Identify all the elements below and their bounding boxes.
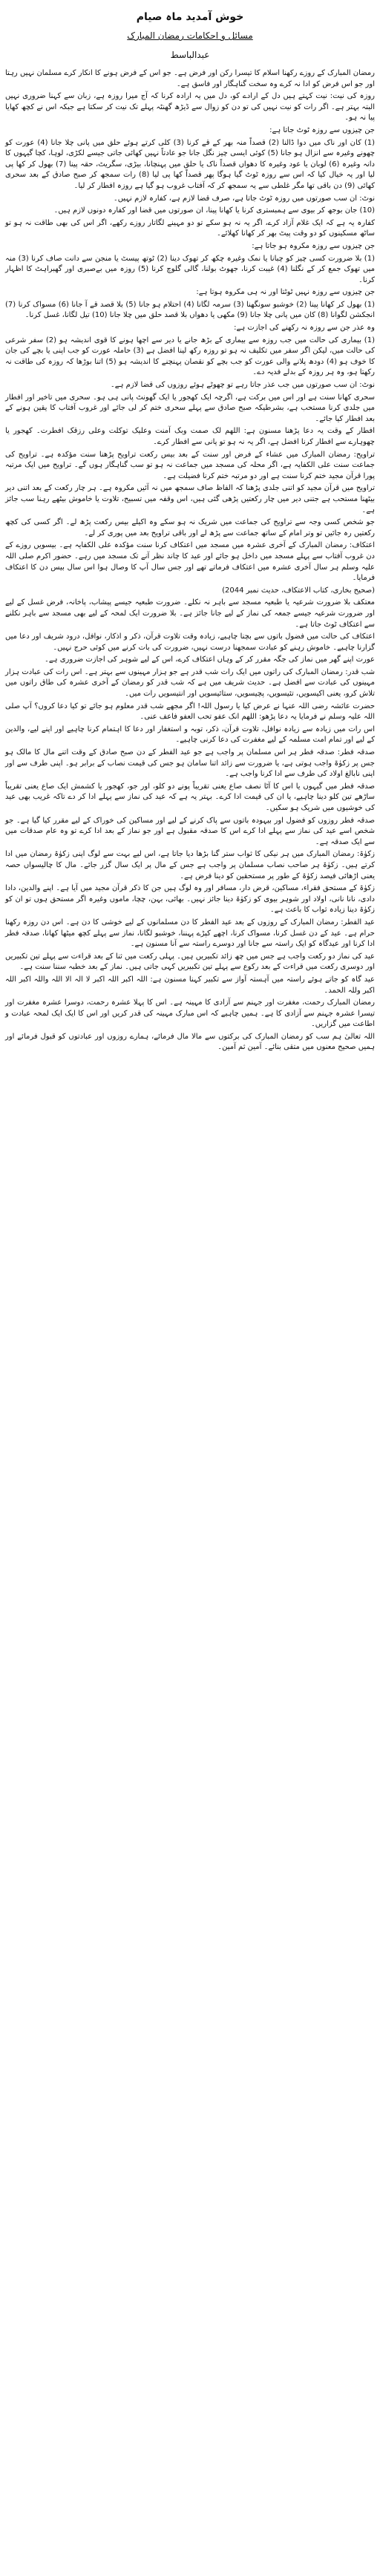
body-paragraph: اعتکاف کی حالت میں فضول باتوں سے بچنا چاہیے، زیادہ وقت تلاوت قرآن، ذکر و اذکار، نوافل، درود شریف اور دعا میں گزارنا چاہیے۔ خاموش رہنے کو عبادت سمجھنا درست نہیں، ضرورت کی بات کرنے میں کوئی حرج نہیں۔ <box>5 632 375 652</box>
body-paragraph: عید گاہ کو جاتے ہوئے راستہ میں آہستہ آواز سے تکبیر کہنا مسنون ہے: اللہ اکبر اللہ اکبر لا الہ الا اللہ واللہ اکبر اللہ اکبر وللہ الحمد۔ <box>5 975 375 995</box>
body-paragraph: اس رات میں زیادہ سے زیادہ نوافل، تلاوت قرآن، ذکر، توبہ و استغفار اور دعا کا اہتمام کرنا چاہیے اور اپنے لیے، والدین کے لیے اور تمام امت مسلمہ کے لیے مغفرت کی دعا کرنی چاہیے۔ <box>5 725 375 745</box>
article-subtitle: مسائل و احکامات رمضان المبارک <box>127 30 253 41</box>
body-paragraph: اللہ تعالیٰ ہم سب کو رمضان المبارک کی برکتوں سے مالا مال فرمائے، ہمارے روزوں اور عبادتوں کو قبول فرمائے اور ہمیں صحیح معنوں میں متقی بنائے۔ آمین ثم آمین۔ <box>5 1032 375 1052</box>
body-paragraph: عید کی نماز دو رکعت واجب ہے جس میں چھ زائد تکبیریں ہیں۔ پہلی رکعت میں ثنا کے بعد قراءت سے پہلے تین تکبیریں اور دوسری رکعت میں قراءت کے بعد رکوع سے پہلے تین تکبیریں کہی جاتی ہیں۔ نماز کے بعد خطبہ سننا سنت ہے۔ <box>5 952 375 972</box>
body-paragraph: معتکف بلا ضرورت شرعیہ یا طبعیہ مسجد سے باہر نہ نکلے۔ ضرورت طبعیہ جیسے پیشاب، پاخانہ، فرض غسل کے لیے اور ضرورت شرعیہ جیسے جمعہ کی نماز کے لیے جانا جائز ہے۔ بلا ضرورت ایک لمحہ کے لیے بھی مسجد سے باہر نکلنے سے اعتکاف ٹوٹ جاتا ہے۔ <box>5 598 375 629</box>
body-paragraph: کفارہ یہ ہے کہ ایک غلام آزاد کرے، اگر یہ نہ ہو سکے تو دو مہینے لگاتار روزے رکھے، اگر اس کی بھی طاقت نہ ہو تو ساٹھ مسکینوں کو دو وقت پیٹ بھر کر کھانا کھلائے۔ <box>5 218 375 238</box>
body-paragraph: سحری کھانا سنت ہے اور اس میں برکت ہے، اگرچہ ایک کھجور یا ایک گھونٹ پانی ہی ہو۔ سحری میں تاخیر اور افطار میں جلدی کرنا مستحب ہے، بشرطیکہ صبح صادق سے پہلے سحری ختم کر لی جائے اور غروب آفتاب کا یقین ہونے کے بعد افطار کیا جائے۔ <box>5 393 375 423</box>
body-paragraph: صدقہ فطر روزوں کو فضول اور بیہودہ باتوں سے پاک کرنے کے لیے اور مساکین کی خوراک کے لیے مقرر کیا گیا ہے۔ جو شخص اسے عید کی نماز سے پہلے ادا کرے اس کا صدقہ مقبول ہے اور جو نماز کے بعد ادا کرے تو وہ عام صدقات میں سے ایک صدقہ ہے۔ <box>5 816 375 846</box>
article-title: خوش آمدید ماہ صیام <box>136 11 244 23</box>
body-paragraph: نوٹ: ان سب صورتوں میں روزہ ٹوٹ جاتا ہے، صرف قضا لازم ہے، کفارہ لازم نہیں۔ <box>113 194 375 203</box>
body-paragraph: شب قدر: رمضان المبارک کی راتوں میں ایک رات شب قدر ہے جو ہزار مہینوں سے بہتر ہے۔ اس رات کی عبادت ہزار مہینوں کی عبادت سے افضل ہے۔ حدیث شریف میں ہے کہ شب قدر کو رمضان کے آخری عشرہ کی طاق راتوں میں تلاش کرو، یعنی اکیسویں، تئیسویں، پچیسویں، ستائیسویں اور انتیسویں رات میں۔ <box>5 667 375 699</box>
body-paragraph: زکوٰۃ: رمضان المبارک میں ہر نیکی کا ثواب ستر گنا بڑھا دیا جاتا ہے، اس لیے بہت سے لوگ اپنی زکوٰۃ رمضان میں ادا کرتے ہیں۔ زکوٰۃ ہر صاحب نصاب مسلمان پر واجب ہے جس کے مال پر ایک سال گزر جائے۔ مال کا چالیسواں حصہ یعنی اڑھائی فیصد زکوٰۃ کے طور پر مستحقین کو دینا فرض ہے۔ <box>5 850 375 880</box>
body-paragraph: جن چیزوں سے روزہ نہیں ٹوٹتا اور نہ ہی مکروہ ہوتا ہے: <box>196 288 375 297</box>
body-paragraph: جن چیزوں سے روزہ مکروہ ہو جاتا ہے: <box>252 241 375 250</box>
body-paragraph: تراویح: رمضان المبارک میں عشاء کے فرض اور سنت کے بعد بیس رکعت تراویح پڑھنا سنت مؤکدہ ہے۔ تراویح کی جماعت سنت علی الکفایہ ہے، اگر محلہ کی مسجد میں جماعت نہ ہو تو سب گناہگار ہوں گے۔ تراویح میں ایک مرتبہ پورا قرآن مجید ختم کرنا سنت ہے اور دو مرتبہ ختم کرنا فضیلت ہے۔ <box>5 450 375 480</box>
body-paragraph: حضرت عائشہ رضی اللہ عنہا نے عرض کیا یا رسول اللہ! اگر مجھے شب قدر معلوم ہو جائے تو کیا دعا کروں؟ آپ صلی اللہ علیہ وسلم نے فرمایا یہ دعا پڑھو: اللھم انک عفو تحب العفو فاعف عنی۔ <box>5 702 375 722</box>
body-paragraph: روزہ کی نیت: نیت کہتے ہیں دل کے ارادے کو، دل میں یہ ارادہ کرنا کہ آج میرا روزہ ہے، زبان سے کہنا ضروری نہیں البتہ بہتر ہے۔ اگر رات کو نیت نہیں کی تو دن کو زوال سے ڈیڑھ گھنٹہ پہلے تک نیت کر سکتا ہے جبکہ اس نے کچھ کھایا پیا نہ ہو۔ <box>5 92 375 122</box>
body-paragraph: (10) جان بوجھ کر بیوی سے ہمبستری کرنا یا کھانا پینا، ان صورتوں میں قضا اور کفارہ دونوں لازم ہیں۔ <box>53 206 375 215</box>
body-paragraph: وہ عذر جن سے روزہ نہ رکھنے کی اجازت ہے: <box>234 324 375 333</box>
body-paragraph: (1) کان اور ناک میں دوا ڈالنا (2) قصداً منہ بھر کے قے کرنا (3) کلی کرتے ہوئے حلق میں پانی چلا جانا (4) عورت کو چھونے وغیرہ سے انزال ہو جانا (5) کوئی ایسی چیز نگل جانا جو عادتاً نہیں کھائی جاتی جیسے لکڑی، لوہا، کچا گیہوں کا دانہ وغیرہ (6) لوبان یا عود وغیرہ کا دھواں قصداً ناک یا حلق میں پہنچانا، بیڑی، سگریٹ، حقہ پینا (7) بھول کر کھا پی لیا اور یہ خیال کیا کہ اس سے روزہ ٹوٹ گیا ہوگا پھر قصداً کھا پی لیا (8) رات سمجھ کر صبح صادق کے بعد سحری کھائی (9) دن باقی تھا مگر غلطی سے یہ سمجھ کر کہ آفتاب غروب ہو گیا ہے روزہ افطار کر لیا۔ <box>5 138 376 190</box>
body-paragraph: نوٹ: ان سب صورتوں میں جب عذر جاتا رہے تو چھوٹے ہوئے روزوں کی قضا لازم ہے۔ <box>110 381 375 390</box>
body-paragraph: جن چیزوں سے روزہ ٹوٹ جاتا ہے: <box>269 125 375 134</box>
body-paragraph: عید الفطر: رمضان المبارک کے روزوں کے بعد عید الفطر کا دن مسلمانوں کے لیے خوشی کا دن ہے۔ اس دن روزہ رکھنا حرام ہے۔ عید کے دن غسل کرنا، مسواک کرنا، اچھے کپڑے پہننا، خوشبو لگانا، نماز سے پہلے کچھ میٹھا کھانا، صدقہ فطر ادا کرنا اور عیدگاہ کو ایک راستہ سے جانا اور دوسرے راستہ سے آنا مسنون ہے۔ <box>5 918 375 949</box>
body-paragraph: (1) بھول کر کھانا پینا (2) خوشبو سونگھنا (3) سرمہ لگانا (4) احتلام ہو جانا (5) بلا قصد قے آ جانا (6) مسواک کرنا (7) انجکشن لگوانا (8) کان میں پانی چلا جانا (9) مکھی یا دھواں بلا قصد حلق میں چلا جانا (10) تیل لگانا، غسل کرنا۔ <box>5 300 375 320</box>
body-paragraph: (صحیح بخاری، کتاب الاعتکاف، حدیث نمبر 2044) <box>222 586 375 595</box>
body-paragraph: (1) بلا ضرورت کسی چیز کو چبانا یا نمک وغیرہ چکھ کر تھوک دینا (2) ٹوتھ پیسٹ یا منجن سے دانت صاف کرنا (3) منہ میں تھوک جمع کر کے نگلنا (4) غیبت کرنا، جھوٹ بولنا، گالی گلوچ کرنا (5) روزہ میں بےصبری اور گھبراہٹ کا اظہار کرنا۔ <box>5 254 375 284</box>
body-paragraph: رمضان المبارک کے روزے رکھنا اسلام کا تیسرا رکن اور فرض ہے۔ جو اس کے فرض ہونے کا انکار کرے مسلمان نہیں رہتا اور جو اس فرض کو ادا نہ کرے وہ سخت گناہگار اور فاسق ہے۔ <box>5 69 375 88</box>
article-body <box>5 68 375 1053</box>
body-paragraph: افطار کے وقت یہ دعا پڑھنا مسنون ہے: اللھم لک صمت وبک آمنت وعلیک توکلت وعلی رزقک افطرت۔ کھجور یا چھوہارے سے افطار کرنا افضل ہے، اگر یہ نہ ہو تو پانی سے افطار کرے۔ <box>5 427 375 446</box>
body-paragraph: صدقہ فطر: صدقہ فطر ہر اس مسلمان پر واجب ہے جو عید الفطر کے دن صبح صادق کے وقت اتنے مال کا مالک ہو جس پر زکوٰۃ واجب ہوتی ہے، یا ضرورت سے زائد اتنا سامان ہو جس کی قیمت نصاب کے برابر ہو۔ اپنی طرف سے اور اپنی نابالغ اولاد کی طرف سے ادا کرنا واجب ہے۔ <box>5 748 375 779</box>
body-paragraph: عورت اپنے گھر میں نماز کی جگہ مقرر کر کے وہاں اعتکاف کرے، اس کے لیے شوہر کی اجازت ضروری ہے۔ <box>44 656 375 664</box>
body-paragraph: تراویح میں قرآن مجید کو اتنی جلدی پڑھنا کہ الفاظ صاف سمجھ میں نہ آئیں مکروہ ہے۔ ہر چار رکعت کے بعد اتنی دیر بیٹھنا مستحب ہے جتنی دیر میں چار رکعتیں پڑھی گئی ہیں، اس وقفہ میں تسبیح، تلاوت یا خاموش بیٹھے رہنا سب جائز ہے۔ <box>5 484 375 514</box>
body-paragraph: (1) بیماری کی حالت میں جب روزہ سے بیماری کے بڑھ جانے یا دیر سے اچھا ہونے کا قوی اندیشہ ہو (2) سفر شرعی کی حالت میں، لیکن اگر سفر میں تکلیف نہ ہو تو روزہ رکھ لینا افضل ہے (3) حاملہ عورت کو جب اپنی یا بچے کی جان کا خوف ہو (4) دودھ پلانے والی عورت کو جب بچے کو نقصان پہنچنے کا اندیشہ ہو (5) اتنا بوڑھا کہ روزہ کی طاقت نہ رکھتا ہو، وہ ہر روزہ کے بدلے فدیہ دے۔ <box>5 336 376 377</box>
body-paragraph: اعتکاف: رمضان المبارک کے آخری عشرہ میں مسجد میں اعتکاف کرنا سنت مؤکدہ علی الکفایہ ہے۔ بیسویں روزے کے دن غروب آفتاب سے پہلے مسجد میں داخل ہو جائے اور عید کا چاند نظر آنے تک مسجد میں رہے۔ حضور اکرم صلی اللہ علیہ وسلم ہر سال آخری عشرہ میں اعتکاف فرماتے تھے اور جس سال آپ کا وصال ہوا اس سال بیس دن کا اعتکاف فرمایا۔ <box>5 541 375 583</box>
body-paragraph: زکوٰۃ کے مستحق فقراء، مساکین، قرض دار، مسافر اور وہ لوگ ہیں جن کا ذکر قرآن مجید میں آیا ہے۔ اپنے والدین، دادا دادی، نانا نانی، اولاد اور شوہر بیوی کو زکوٰۃ دینا جائز نہیں۔ بھائی، بہن، چچا، ماموں وغیرہ اگر مستحق ہوں تو ان کو زکوٰۃ دینا زیادہ ثواب کا باعث ہے۔ <box>5 884 375 915</box>
author-name: عبدالباسط <box>170 50 210 60</box>
body-paragraph: جو شخص کسی وجہ سے تراویح کی جماعت میں شریک نہ ہو سکے وہ اکیلے بیس رکعت پڑھ لے۔ اگر کسی کی کچھ رکعتیں رہ جائیں تو وتر امام کے ساتھ جماعت سے پڑھ لے اور باقی تراویح بعد میں پوری کر لے۔ <box>5 518 375 537</box>
body-paragraph: صدقہ فطر میں گیہوں یا اس کا آٹا نصف صاع یعنی تقریباً پونے دو کلو، اور جو، کھجور یا کشمش ایک صاع یعنی تقریباً ساڑھے تین کلو دینا چاہیے، یا ان کی قیمت ادا کرے۔ بہتر یہ ہے کہ عید کی نماز سے پہلے ادا کر دے تاکہ غریب بھی عید کی خوشیوں میں شریک ہو سکیں۔ <box>5 782 375 812</box>
body-paragraph: رمضان المبارک رحمت، مغفرت اور جہنم سے آزادی کا مہینہ ہے۔ اس کا پہلا عشرہ رحمت، دوسرا عشرہ مغفرت اور تیسرا عشرہ جہنم سے آزادی کا ہے۔ ہمیں چاہیے کہ اس مبارک مہینہ کی قدر کریں اور اس کا ایک ایک لمحہ عبادت و اطاعت میں گزاریں۔ <box>5 998 375 1029</box>
